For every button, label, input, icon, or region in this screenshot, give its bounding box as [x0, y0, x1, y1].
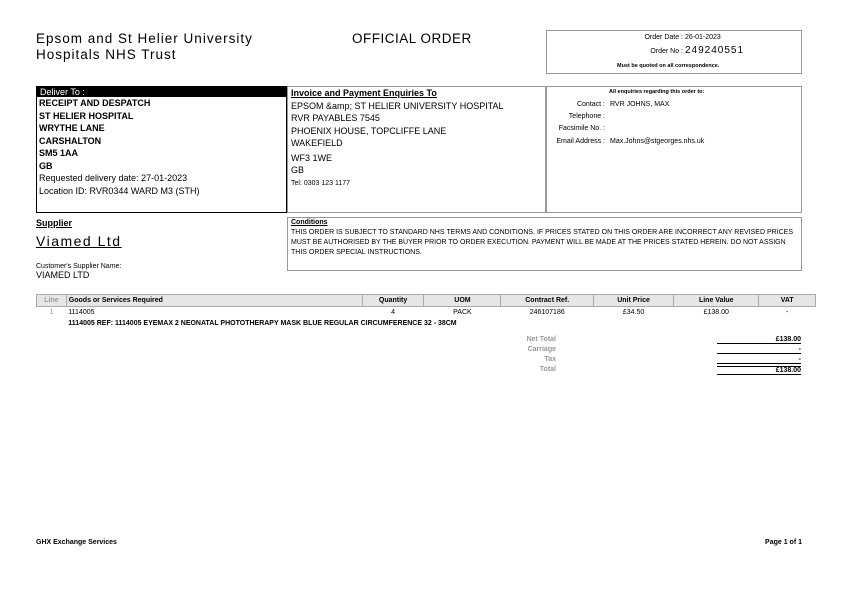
invoice-line: PHOENIX HOUSE, TOPCLIFFE LANE: [291, 125, 447, 136]
deliver-line: GB: [39, 160, 53, 171]
cell-description: 1114005 REF: 1114005 EYEMAX 2 NEONATAL PHOTOTHERAPY MASK BLUE REGULAR CIRCUMFERENCE 32 - 38CM: [68, 320, 457, 327]
contact-label: Contact :: [576, 101, 605, 108]
trust-name-line2: Hospitals NHS Trust: [36, 47, 177, 62]
cell-line-value: £138.00: [703, 309, 729, 316]
col-unit-price: Unit Price: [593, 295, 673, 307]
deliver-line: CARSHALTON: [39, 135, 102, 146]
location-id: Location ID: RVR0344 WARD M3 (STH): [39, 185, 200, 196]
supplier-name: Viamed Ltd: [36, 233, 122, 249]
net-total-value: £138.00: [717, 336, 801, 344]
fax-label: Facsimile No. :: [558, 125, 605, 132]
col-line-value: Line Value: [674, 295, 759, 307]
invoice-line: EPSOM &amp; ST HELIER UNIVERSITY HOSPITAL: [291, 100, 504, 111]
quote-note: Must be quoted on all correspondence.: [617, 63, 720, 69]
cell-code: 1114005: [68, 309, 95, 316]
invoice-box: [287, 86, 546, 213]
col-uom: UOM: [424, 295, 501, 307]
cell-vat: -: [786, 309, 789, 316]
conditions-text: THIS ORDER IS SUBJECT TO STANDARD NHS TERMS AND CONDITIONS. IF PRICES STATED ON THIS ORDER ARE INCORRECT ANY REVISED PRICES MUST BE AUTHORISED BY THE BUYER PRIOR TO ORDER EXECUTION. PAYMENT WILL BE MADE AT THE PRICES STATED HEREIN. DO NOT ASSIGN THIS ORDER SPECIAL INSTRUCTIONS.: [291, 229, 794, 256]
conditions-heading: Conditions: [291, 219, 328, 226]
col-goods: Goods or Services Required: [66, 295, 362, 307]
cell-unit-price: £34.50: [622, 309, 645, 316]
trust-name: [36, 31, 253, 63]
customer-supplier-name-label: Customer's Supplier Name:: [36, 263, 122, 270]
invoice-heading: Invoice and Payment Enquiries To: [291, 88, 437, 98]
invoice-line: RVR PAYABLES 7545: [291, 113, 380, 123]
order-date-value: 26-01-2023: [685, 34, 721, 41]
deliver-address: [37, 97, 286, 197]
table-row: [37, 307, 816, 319]
table-header-row: [37, 295, 816, 307]
carriage-value: -: [717, 346, 801, 354]
email-label: Email Address :: [556, 138, 605, 145]
customer-supplier-name: VIAMED LTD: [36, 270, 90, 280]
conditions-box: [287, 217, 802, 271]
telephone-label: Telephone :: [568, 113, 605, 120]
enquiries-note: All enquiries regarding this order to:: [609, 89, 705, 95]
deliver-to-heading: Deliver To :: [37, 87, 286, 97]
col-contract-ref: Contract Ref.: [501, 295, 593, 307]
cell-contract-ref: 246107186: [529, 309, 565, 316]
page-title: OFFICIAL ORDER: [352, 31, 472, 46]
order-no-value: 249240551: [685, 45, 745, 56]
contact-value: RVR JOHNS, MAX: [610, 101, 670, 108]
invoice-line: WAKEFIELD: [291, 138, 343, 148]
col-vat: VAT: [759, 295, 816, 307]
order-info-box: [546, 30, 802, 74]
deliver-line: ST HELIER HOSPITAL: [39, 110, 134, 121]
invoice-line: WF3 1WE: [291, 152, 333, 163]
requested-delivery-date: Requested delivery date: 27-01-2023: [39, 173, 188, 183]
col-line: Line: [37, 295, 67, 307]
invoice-tel: Tel: 0303 123 1177: [291, 179, 351, 187]
carriage-label: Carriage: [527, 346, 556, 353]
deliver-to-box: [36, 86, 287, 213]
email-value: Max.Johns@stgeorges.nhs.uk: [610, 138, 705, 145]
total-label: Total: [539, 366, 556, 373]
tax-value: -: [717, 356, 801, 364]
order-no-label: Order No :: [650, 48, 683, 55]
footer-service: GHX Exchange Services: [36, 539, 117, 546]
contact-box: [546, 86, 802, 213]
table-row-description: [37, 318, 816, 329]
tax-label: Tax: [544, 356, 556, 363]
total-value: £138.00: [717, 366, 801, 375]
cell-uom: PACK: [453, 309, 472, 316]
invoice-line: GB: [291, 165, 305, 175]
deliver-line: RECEIPT AND DESPATCH: [39, 98, 151, 108]
supplier-heading-text: Supplier: [36, 218, 73, 228]
cell-quantity: 4: [391, 309, 396, 316]
trust-name-line1: Epsom and St Helier University: [36, 31, 253, 46]
cell-line: 1: [49, 309, 54, 316]
order-date-label: Order Date :: [644, 34, 683, 41]
deliver-line: SM5 1AA: [39, 148, 79, 158]
order-lines-table: [36, 294, 816, 329]
page-number: Page 1 of 1: [765, 539, 802, 546]
supplier-heading: [36, 218, 72, 228]
deliver-line: WRYTHE LANE: [39, 123, 105, 133]
col-quantity: Quantity: [362, 295, 424, 307]
net-total-label: Net Total: [526, 336, 556, 343]
